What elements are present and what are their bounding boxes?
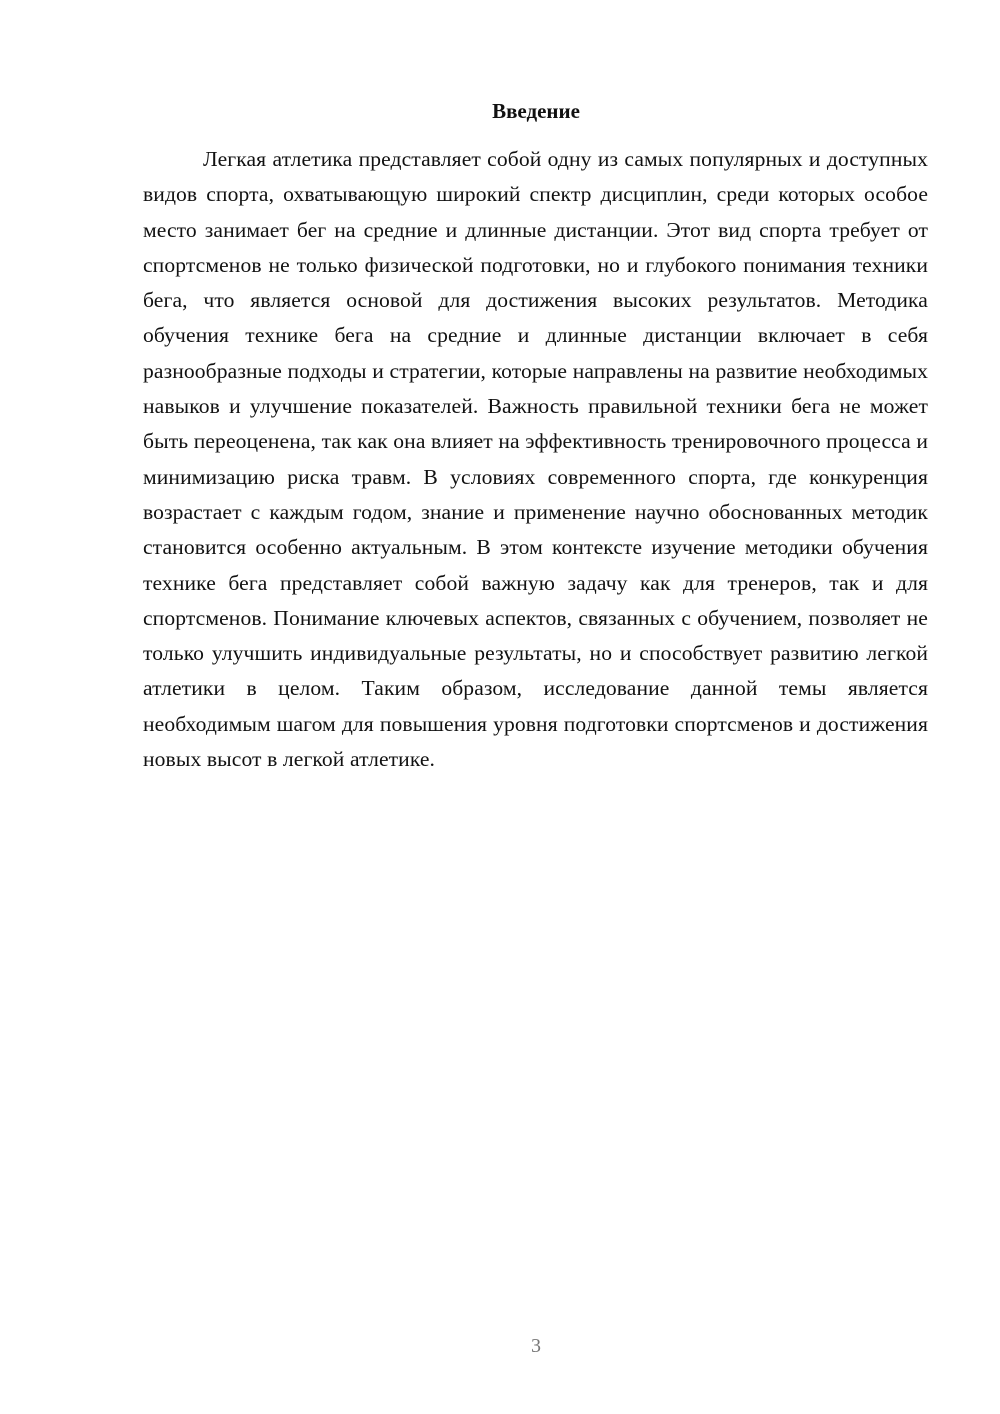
page-number: 3 [531, 1335, 541, 1357]
section-heading: Введение [492, 99, 580, 123]
body-paragraph: Легкая атлетика представляет собой одну из самых популярных и доступных видов спорта, охватывающую широкий спектр дисциплин, среди которых особое место занимает бег на средние и длинные дистанции. Этот вид спорта требует от спортсменов не только физической подготовки, но и глубокого понимания техники бега, что является основой для достижения высоких результатов. Методика обучения технике бега на средние и длинные дистанции включает в себя разнообразные подходы и стратегии, которые направлены на развитие необходимых навыков и улучшение показателей. Важность правильной техники бега не может быть переоценена, так как она влияет на эффективность тренировочного процесса и минимизацию риска травм. В условиях современного спорта, где конкуренция возрастает с каждым годом, знание и применение научно обоснованных методик становится особенно актуальным. В этом контексте изучение методики обучения технике бега представляет собой важную задачу как для тренеров, так и для спортсменов. Понимание ключевых аспектов, связанных с обучением, позволяет не только улучшить индивидуальные результаты, но и способствует развитию легкой атлетики в целом. Таким образом, исследование данной темы является необходимым шагом для повышения уровня подготовки спортсменов и достижения новых высот в легкой атлетике. [143, 147, 928, 772]
